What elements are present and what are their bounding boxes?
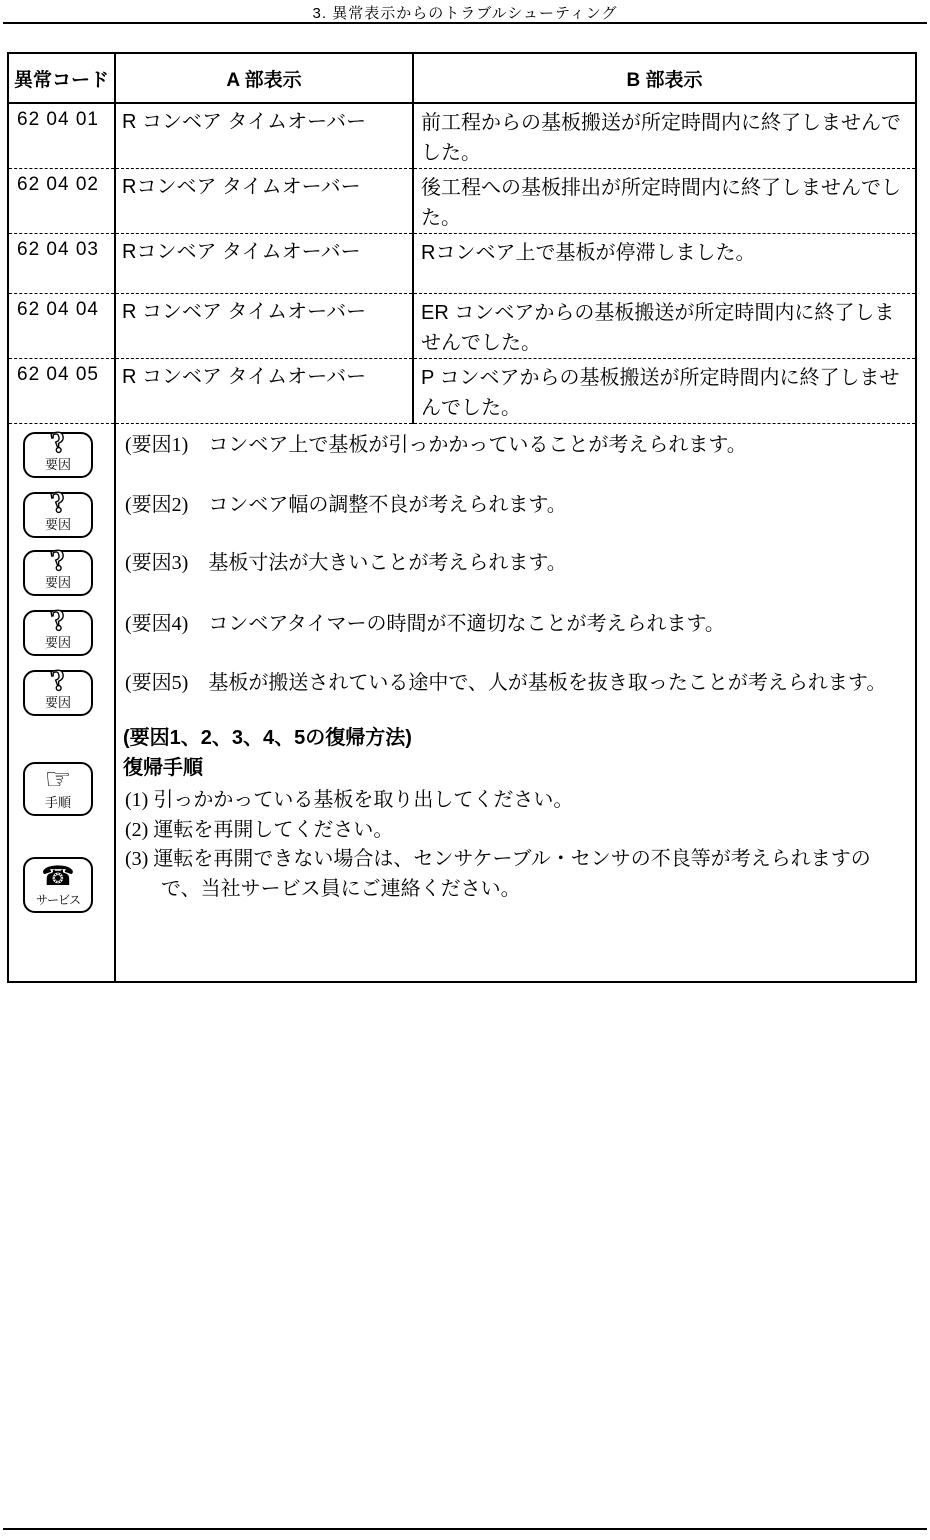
pointing-hand-icon: ☞ <box>44 763 72 796</box>
procedure-icon <box>23 762 93 816</box>
procedure-icon-label: 手順 <box>44 795 71 810</box>
question-mark-icon: ? <box>47 484 69 521</box>
cause-icon <box>23 484 93 538</box>
cause-text-1: (要因1) コンベア上で基板が引っかかっていることが考えられます。 <box>125 434 747 456</box>
error-code: 62 04 04 <box>8 294 115 359</box>
table-row <box>8 169 916 234</box>
header-rule <box>3 22 927 24</box>
recovery-step-2: (2) 運転を再開してください。 <box>125 819 394 841</box>
cause-icon <box>23 542 93 596</box>
b-display-text: ER コンベアからの基板搬送が所定時間内に終了しませんでした。 <box>413 294 916 359</box>
cause-icon-label: 要因 <box>44 517 71 532</box>
error-code: 62 04 02 <box>8 169 115 234</box>
page-title: 3. 異常表示からのトラブルシューティング <box>312 5 618 22</box>
recovery-methods-header: (要因1、2、3、4、5の復帰方法) <box>123 727 412 749</box>
table-row <box>8 234 916 294</box>
cause-text-3: (要因3) 基板寸法が大きいことが考えられます。 <box>125 552 567 574</box>
recovery-step-3: (3) 運転を再開できない場合は、センサケーブル・センサの不良等が考えられますので、当社サービス員にご連絡ください。 <box>125 848 871 900</box>
b-display-text: P コンベアからの基板搬送が所定時間内に終了しませんでした。 <box>413 359 916 424</box>
error-code: 62 04 03 <box>8 234 115 294</box>
table-header-row <box>8 53 916 103</box>
b-display-text: 前工程からの基板搬送が所定時間内に終了しませんでした。 <box>421 112 901 164</box>
cause-icon-label: 要因 <box>44 635 71 650</box>
question-mark-icon: ? <box>47 542 69 579</box>
error-code-table <box>7 52 917 983</box>
a-display-text: Rコンベア タイムオーバー <box>115 169 413 234</box>
a-display-text: R コンベア タイムオーバー <box>115 359 413 424</box>
b-display-text: 後工程への基板排出が所定時間内に終了しませんでした。 <box>413 169 916 234</box>
error-code: 62 04 01 <box>8 103 115 169</box>
column-header-a-display: A 部表示 <box>115 53 413 103</box>
cause-icon <box>23 424 93 478</box>
cause-icon <box>23 662 93 716</box>
icon-column <box>8 424 115 982</box>
column-header-b-display: B 部表示 <box>413 53 916 103</box>
table-row <box>8 359 916 424</box>
cause-text-4: (要因4) コンベアタイマーの時間が不適切なことが考えられます。 <box>125 613 725 635</box>
column-header-error-code: 異常コード <box>8 53 115 103</box>
question-mark-icon: ? <box>47 424 69 461</box>
b-display-text: Rコンベア上で基板が停滞しました。 <box>413 234 916 294</box>
footer-rule <box>3 1528 927 1530</box>
cause-recovery-row <box>8 424 916 982</box>
cause-text-2: (要因2) コンベア幅の調整不良が考えられます。 <box>125 494 567 516</box>
cause-icon-label: 要因 <box>44 457 71 472</box>
table-row <box>8 294 916 359</box>
cause-text-5: (要因5) 基板が搬送されている途中で、人が基板を抜き取ったことが考えられます。 <box>125 672 887 694</box>
recovery-step-1: (1) 引っかかっている基板を取り出してください。 <box>125 789 574 811</box>
error-code: 62 04 05 <box>8 359 115 424</box>
telephone-icon: ☎ <box>41 861 75 891</box>
service-icon <box>23 857 93 913</box>
service-icon-label: サービス <box>35 893 80 907</box>
cause-icon-label: 要因 <box>44 575 71 590</box>
question-mark-icon: ? <box>47 662 69 699</box>
table-row <box>8 103 916 169</box>
cause-icon <box>23 602 93 656</box>
a-display-text: R コンベア タイムオーバー <box>115 294 413 359</box>
recovery-procedure-title: 復帰手順 <box>123 757 203 779</box>
a-display-text: R コンベア タイムオーバー <box>115 103 413 169</box>
cause-recovery-details <box>115 424 916 982</box>
question-mark-icon: ? <box>47 602 69 639</box>
cause-icon-label: 要因 <box>44 695 71 710</box>
a-display-text: Rコンベア タイムオーバー <box>115 234 413 294</box>
